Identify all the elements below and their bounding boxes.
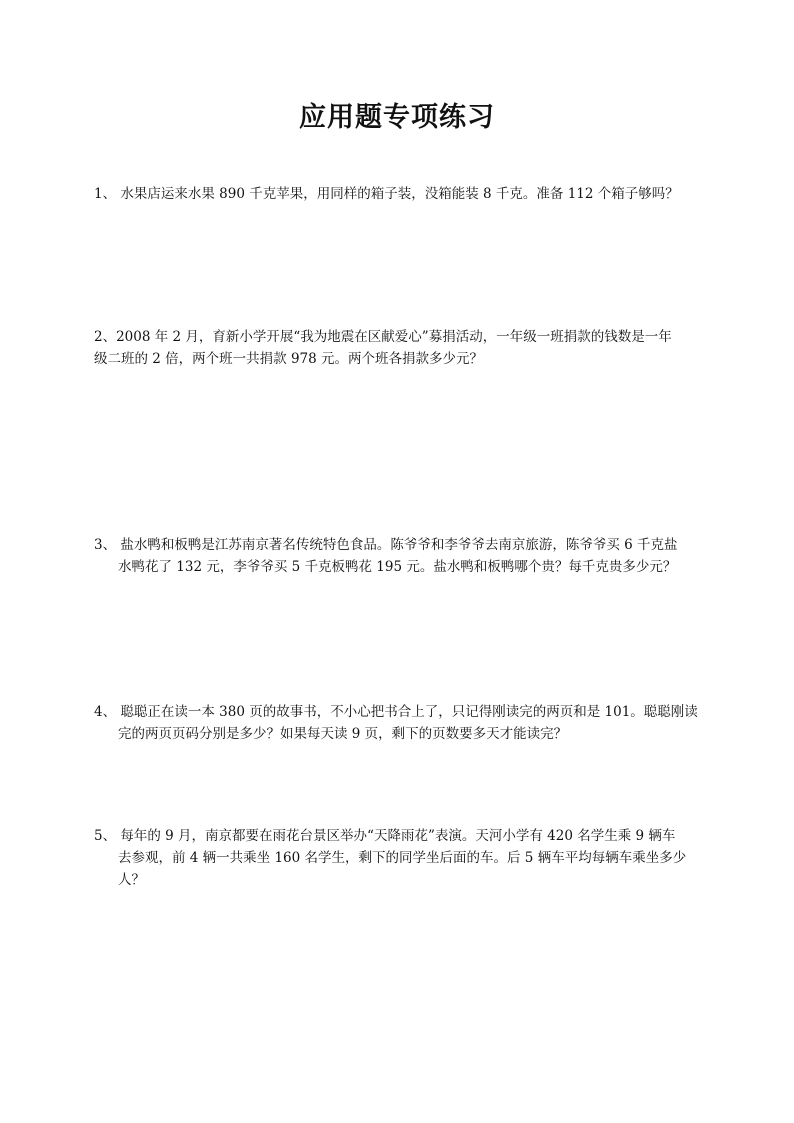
problem-4 <box>94 701 704 745</box>
problem-line: 去参观，前 4 辆一共乘坐 160 名学生，剩下的同学坐后面的车。后 5 辆车平均每辆车乘坐多少 <box>118 850 687 866</box>
problem-line: 5、 每年的 9 月，南京都要在雨花台景区举办“天降雨花”表演。天河小学有 420 名学生乘 9 辆车 <box>94 828 676 844</box>
problem-2 <box>94 326 704 370</box>
problem-line: 4、 聪聪正在读一本 380 页的故事书，不小心把书合上了，只记得刚读完的两页和是 101。聪聪刚读 <box>94 704 698 720</box>
problem-1 <box>94 183 704 205</box>
problem-line: 水鸭花了 132 元，李爷爷买 5 千克板鸭花 195 元。盐水鸭和板鸭哪个贵？每千克贵多少元？ <box>118 559 677 575</box>
problem-3 <box>94 534 704 578</box>
problem-line: 级二班的 2 倍，两个班一共捐款 978 元。两个班各捐款多少元？ <box>94 351 484 367</box>
problem-5 <box>94 825 704 891</box>
problem-line: 2、2008 年 2 月，育新小学开展“我为地震在区献爱心”募捐活动，一年级一班捐款的钱数是一年 <box>94 329 672 345</box>
problem-line: 完的两页页码分别是多少？如果每天读 9 页，剩下的页数要多天才能读完？ <box>118 726 568 742</box>
problem-line: 1、 水果店运来水果 890 千克苹果，用同样的箱子装，没箱能装 8 千克。准备 112 个箱子够吗？ <box>94 186 679 202</box>
page-title: 应用题专项练习 <box>299 102 495 133</box>
problem-line: 3、 盐水鸭和板鸭是江苏南京著名传统特色食品。陈爷爷和李爷爷去南京旅游，陈爷爷买 6 千克盐 <box>94 537 678 553</box>
problem-line: 人？ <box>118 872 145 888</box>
